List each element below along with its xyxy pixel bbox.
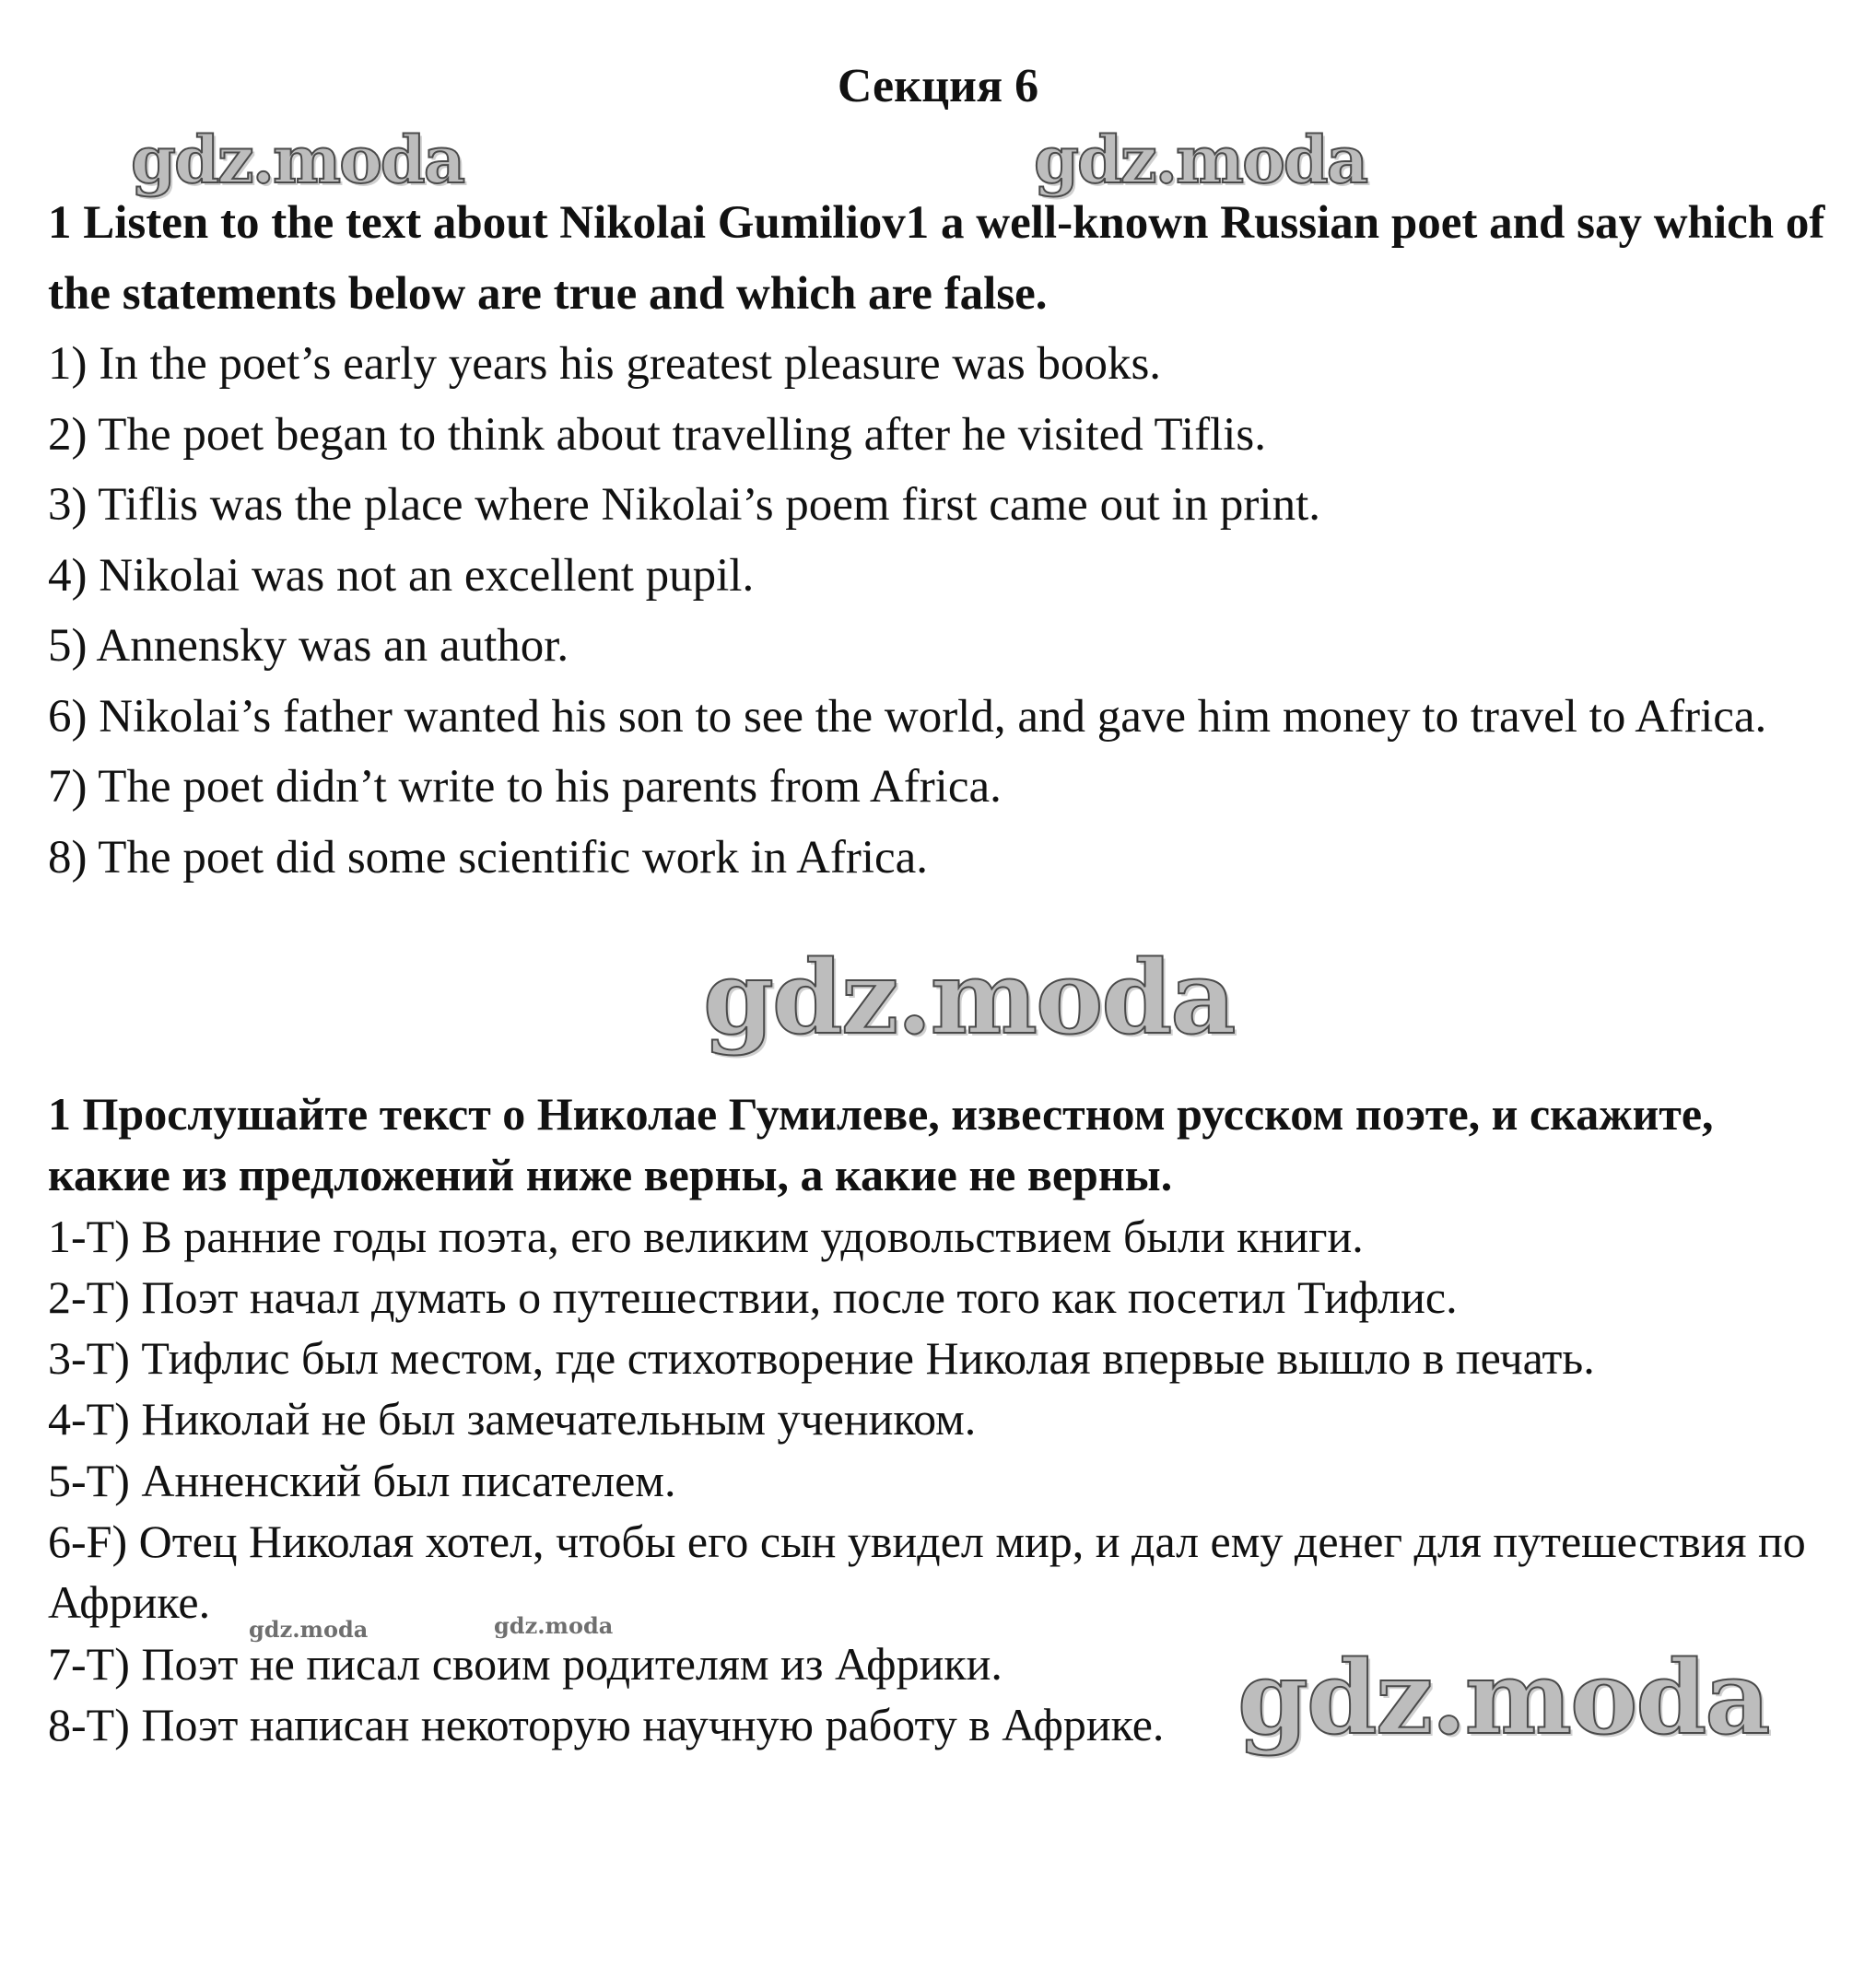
- russian-answer-2: 2-T) Поэт начал думать о путешествии, после того как посетил Тифлис.: [48, 1270, 1458, 1323]
- russian-answer-6: 6-F) Отец Николая хотел, чтобы его сын увидел мир, и дал ему денег для путешествия по Африке.: [48, 1516, 1806, 1629]
- watermark-small: gdz.moda: [494, 1612, 614, 1639]
- russian-answer-5: 5-T) Анненский был писателем.: [48, 1454, 676, 1506]
- watermark-small: gdz.moda: [249, 1616, 369, 1643]
- russian-answer-4: 4-T) Николай не был замечательным учеником.: [48, 1393, 977, 1445]
- russian-answer-7: 7-T) Поэт не писал своим родителям из Африки.: [48, 1637, 1002, 1690]
- english-exercise: [48, 188, 1835, 893]
- english-statement-5: 5) Annensky was an author.: [48, 620, 569, 672]
- page-title: Секция 6: [837, 60, 1039, 112]
- english-statement-4: 4) Nikolai was not an excellent pupil.: [48, 549, 755, 602]
- english-task-heading: 1 Listen to the text about Nikolai Gumiliov1 a well-known Russian poet and say which of the statements below are true and which are false.: [48, 197, 1825, 320]
- english-statement-3: 3) Tiflis was the place where Nikolai’s poem first came out in print.: [48, 479, 1320, 531]
- russian-answer-3: 3-T) Тифлис был местом, где стихотворение Николая впервые вышло в печать.: [48, 1332, 1595, 1385]
- english-statement-7: 7) The poet didn’t write to his parents from Africa.: [48, 761, 1002, 813]
- english-statement-1: 1) In the poet’s early years his greatest pleasure was books.: [48, 338, 1162, 390]
- watermark-logo: gdz.moda: [703, 938, 1235, 1057]
- russian-answer-1: 1-T) В ранние годы поэта, его великим удовольствием были книги.: [48, 1210, 1364, 1262]
- english-statement-8: 8) The poet did some scientific work in Africa.: [48, 831, 929, 884]
- watermark-logo: gdz.moda: [1237, 1638, 1769, 1757]
- english-statement-6: 6) Nikolai’s father wanted his son to see the world, and gave him money to travel to Africa.: [48, 690, 1767, 743]
- russian-task-heading: 1 Прослушайте текст о Николае Гумилеве, известном русском поэте, и скажите, какие из предложений ниже верны, а какие не верны.: [48, 1088, 1714, 1201]
- watermark-logo: gdz.moda: [1034, 122, 1367, 198]
- russian-answer-8: 8-T) Поэт написан некоторую научную работу в Африке.: [48, 1698, 1165, 1750]
- watermark-logo: gdz.moda: [131, 122, 464, 198]
- english-statement-2: 2) The poet began to think about travelling after he visited Tiflis.: [48, 408, 1266, 461]
